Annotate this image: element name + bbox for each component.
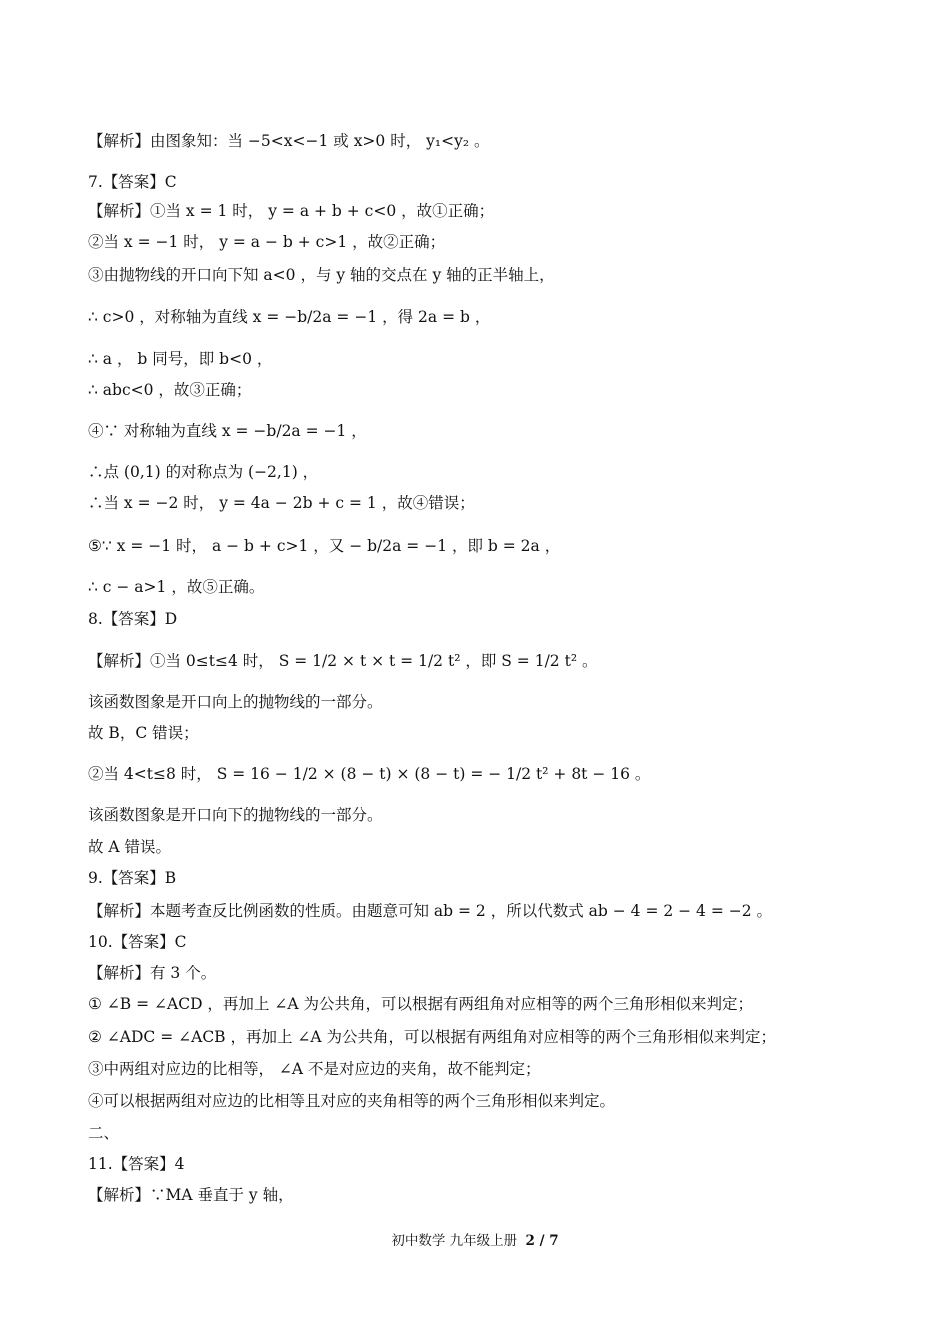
- text-line: ④∵ 对称轴为直线 x = −b/2a = −1 ，: [88, 422, 367, 440]
- text-line: ② ∠ADC = ∠ACB ，再加上 ∠A 为公共角，可以根据有两组角对应相等的两个三角形相似来判定；: [88, 1028, 777, 1046]
- text-line: ②当 4<t≤8 时， S = 16 − 1/2 × (8 − t) × (8 − t) = − 1/2 t² + 8t − 16 。: [88, 765, 651, 783]
- text-line: 【解析】①当 x = 1 时， y = a + b + c<0 ，故①正确；: [88, 202, 495, 220]
- text-line: 【解析】∵MA 垂直于 y 轴，: [88, 1186, 294, 1204]
- text-line: ③中两组对应边的比相等， ∠A 不是对应边的夹角，故不能判定；: [88, 1060, 541, 1078]
- text-line: ③由抛物线的开口向下知 a<0 ，与 y 轴的交点在 y 轴的正半轴上，: [88, 266, 555, 284]
- text-line: 7.【答案】C: [88, 173, 177, 191]
- text-line: ∴ a ， b 同号，即 b<0 ，: [88, 350, 273, 368]
- text-line: 10.【答案】C: [88, 933, 187, 951]
- text-line: ∴点 (0,1) 的对称点为 (−2,1) ，: [88, 463, 319, 481]
- text-line: 【解析】①当 0≤t≤4 时， S = 1/2 × t × t = 1/2 t² ，即 S = 1/2 t² 。: [88, 652, 598, 670]
- text-line: 11.【答案】4: [88, 1155, 185, 1173]
- footer-label: 初中数学 九年级上册: [391, 1233, 518, 1249]
- text-line: ∴ c>0 ，对称轴为直线 x = −b/2a = −1 ，得 2a = b ，: [88, 308, 491, 326]
- text-line: 8.【答案】D: [88, 610, 178, 628]
- text-line: ∴当 x = −2 时， y = 4a − 2b + c = 1 ，故④错误；: [88, 494, 475, 512]
- text-line: 故 B，C 错误；: [88, 724, 199, 742]
- text-line: ∴ abc<0 ，故③正确；: [88, 381, 252, 399]
- text-line: 【解析】有 3 个。: [88, 964, 217, 982]
- text-line: ∴ c − a>1 ，故⑤正确。: [88, 578, 265, 596]
- text-line: ④可以根据两组对应边的比相等且对应的夹角相等的两个三角形相似来判定。: [88, 1092, 616, 1110]
- text-line: 该函数图象是开口向下的抛物线的一部分。: [88, 806, 383, 824]
- text-line: 9.【答案】B: [88, 869, 177, 887]
- text-line: 【解析】由图象知：当 −5<x<−1 或 x>0 时， y₁<y₂ 。: [88, 132, 490, 150]
- text-line: 二、: [88, 1124, 120, 1142]
- text-line: ⑤∵ x = −1 时， a − b + c>1 ，又 − b/2a = −1 ，即 b = 2a ，: [88, 537, 561, 555]
- text-line: 故 A 错误。: [88, 838, 172, 856]
- page-number: 2 / 7: [525, 1233, 559, 1249]
- text-line: 该函数图象是开口向上的抛物线的一部分。: [88, 693, 383, 711]
- text-line: 【解析】本题考查反比例函数的性质。由题意可知 ab = 2 ，所以代数式 ab − 4 = 2 − 4 = −2 。: [88, 902, 773, 920]
- text-line: ②当 x = −1 时， y = a − b + c>1 ，故②正确；: [88, 233, 446, 251]
- text-line: ① ∠B = ∠ACD ，再加上 ∠A 为公共角，可以根据有两组角对应相等的两个三角形相似来判定；: [88, 995, 753, 1013]
- page-footer: [0, 1229, 950, 1249]
